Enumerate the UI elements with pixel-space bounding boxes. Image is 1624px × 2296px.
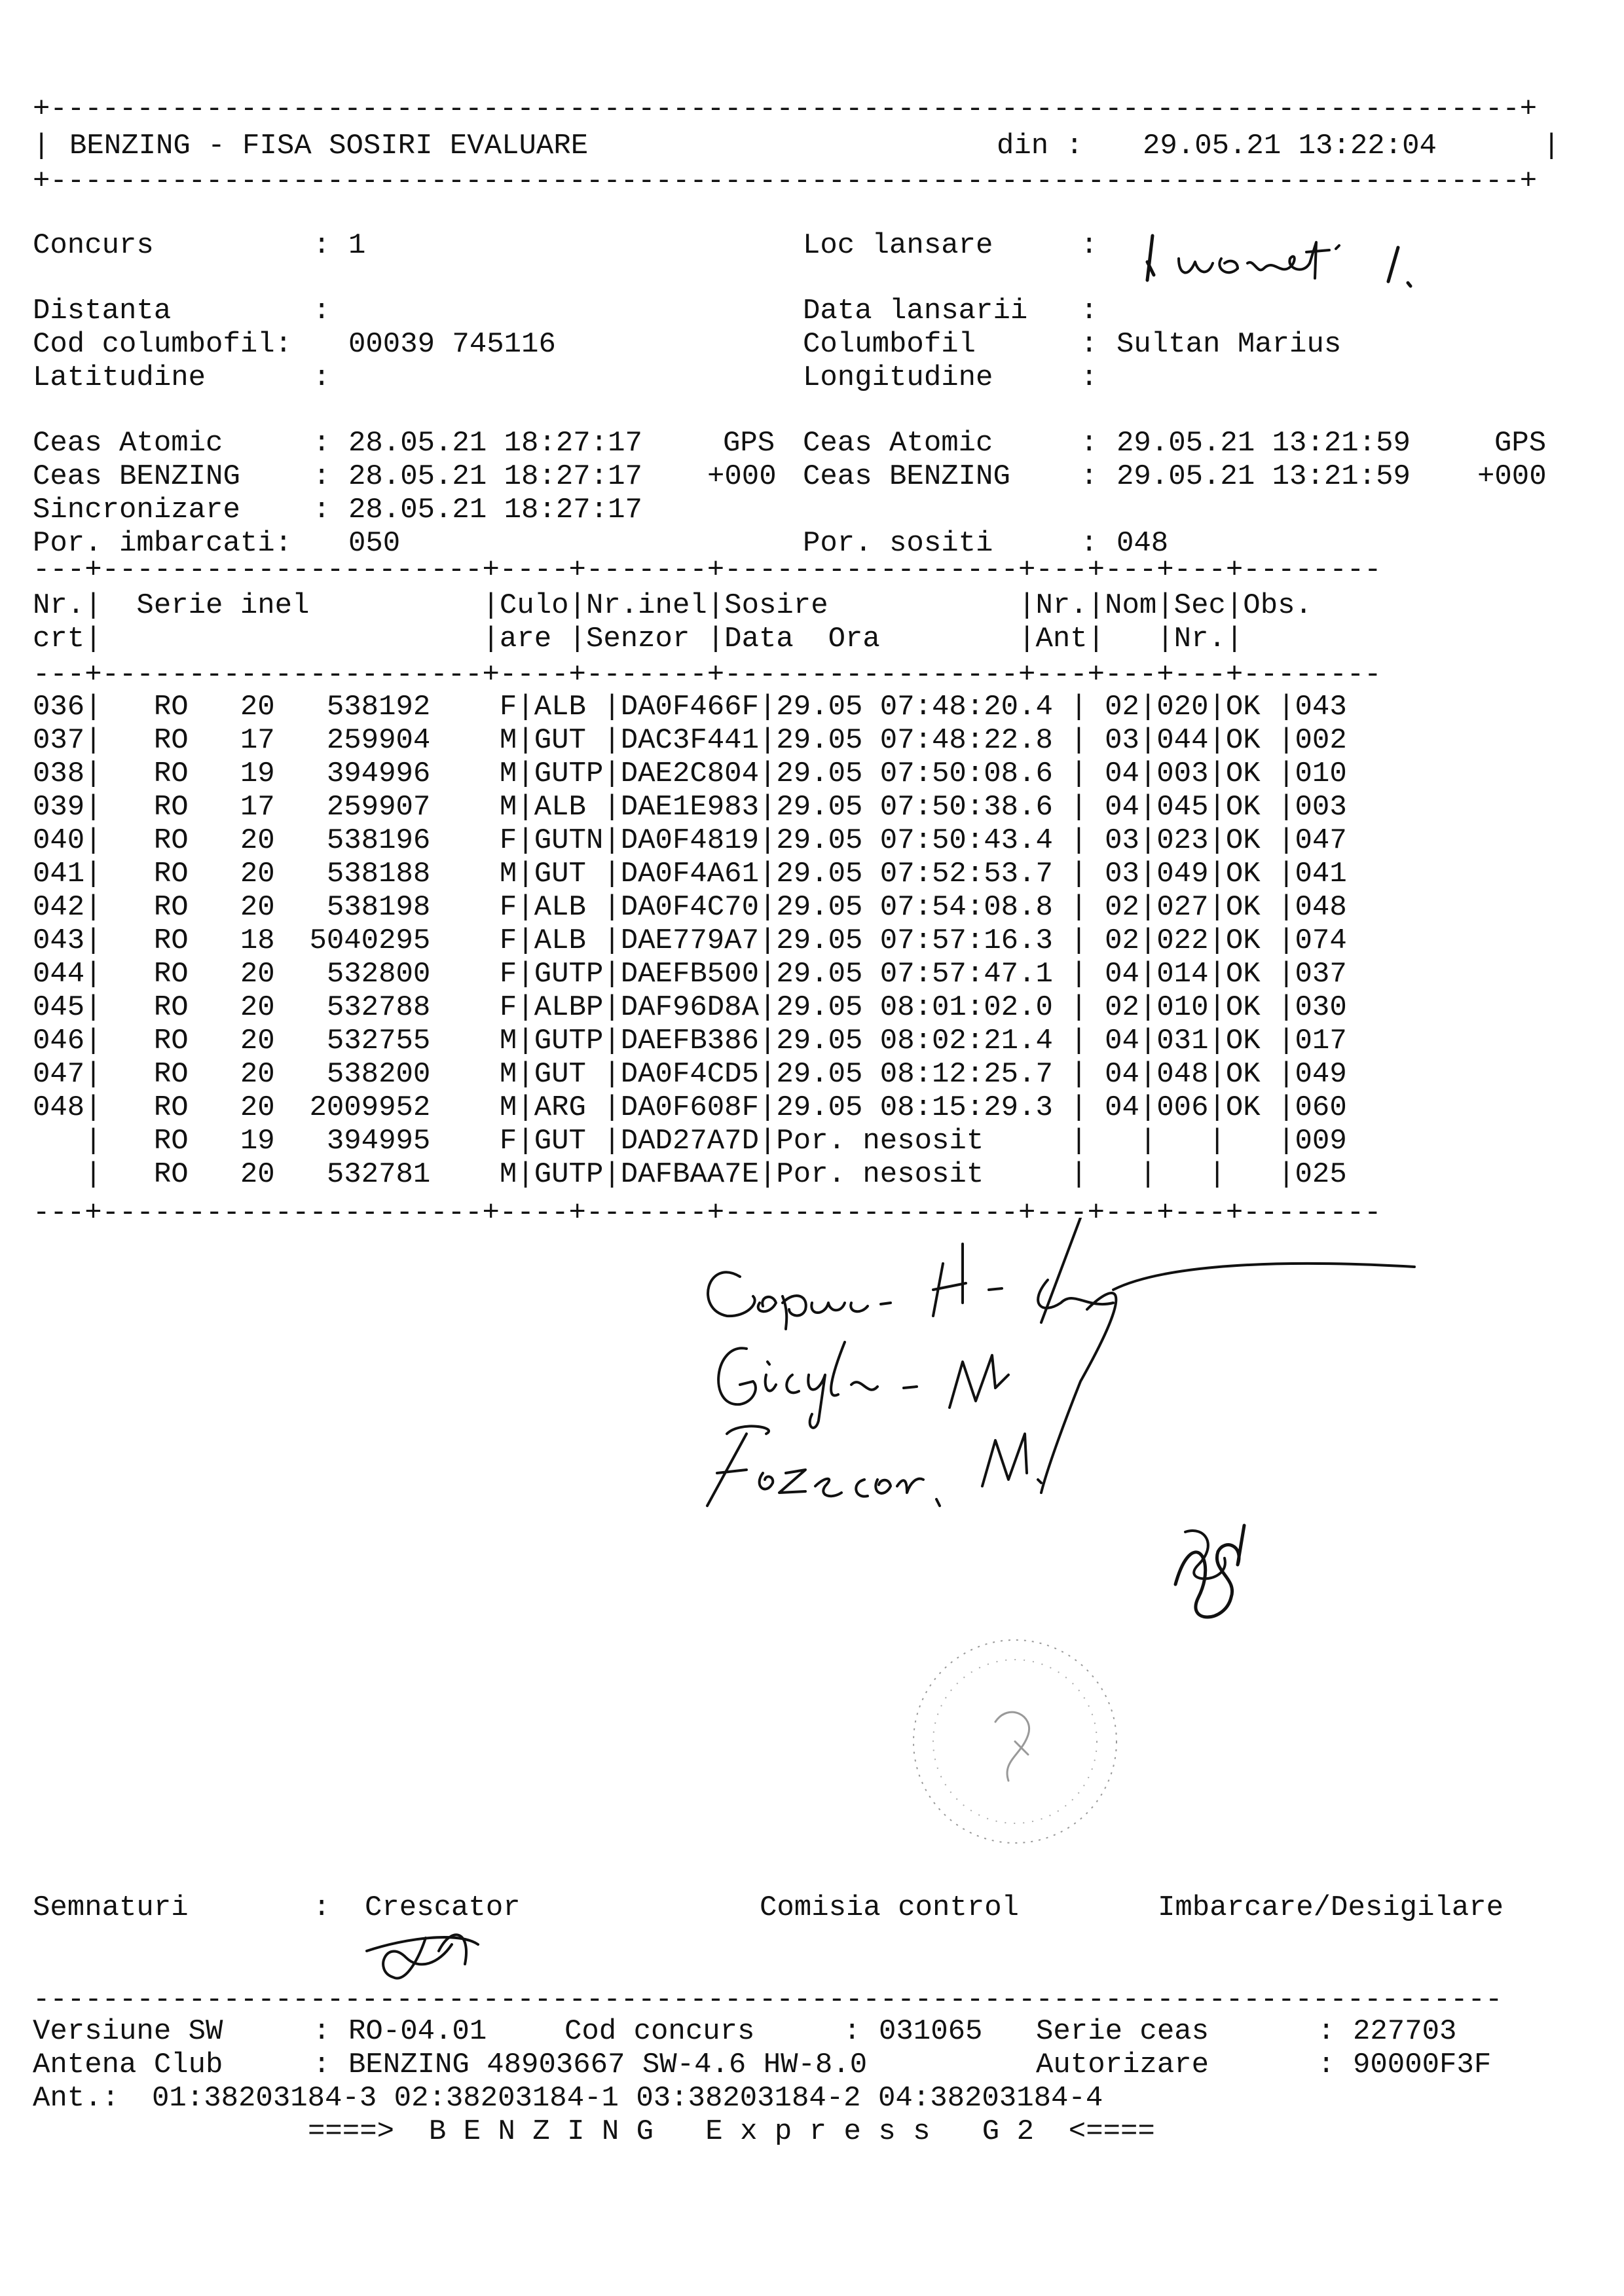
latitudine-label: Latitudine — [33, 361, 206, 394]
autorizare-colon: : — [1318, 2049, 1335, 2081]
right-benzing-offset: +000 — [1477, 460, 1547, 493]
semnaturi-label: Semnaturi — [33, 1891, 189, 1924]
imbarcare-label: Imbarcare/Desigilare — [1158, 1891, 1504, 1924]
right-benzing-colon: : — [1080, 460, 1098, 493]
ant-label: Ant.: — [33, 2082, 120, 2115]
table-row: 046| RO 20 532755 M|GUTP|DAEFB386|29.05 08:02:21.4 | 04|031|OK |017 — [33, 1025, 1347, 1057]
serie-ceas-value: 227703 — [1353, 2015, 1457, 2048]
versiune-value: RO-04.01 — [348, 2015, 487, 2048]
table-row: | RO 20 532781 M|GUTP|DAFBAA7E|Por. nesosit | | | |025 — [33, 1158, 1347, 1191]
table-row: 041| RO 20 538188 M|GUT |DA0F4A61|29.05 07:52:53.7 | 03|049|OK |041 — [33, 858, 1347, 890]
antena-label: Antena Club — [33, 2049, 223, 2081]
right-benzing-label: Ceas BENZING — [803, 460, 1010, 493]
left-atomic-value: 28.05.21 18:27:17 — [348, 427, 642, 460]
table-border-top: ---+----------------------+----+-------+-----------------+---+---+---+-------- — [33, 554, 1382, 587]
data-lansarii-colon: : — [1080, 295, 1098, 327]
columbofil-value: Sultan Marius — [1116, 328, 1342, 361]
loc-lansare-handwritten — [1139, 223, 1467, 295]
concurs-label: Concurs — [33, 229, 154, 262]
cod-columbofil-label: Cod columbofil: — [33, 328, 293, 361]
table-header-separator: ---+----------------------+----+-------+-----------------+---+---+---+-------- — [33, 659, 1382, 691]
left-benzing-colon: : — [313, 460, 331, 493]
header-din-value: 29.05.21 13:22:04 — [1143, 130, 1437, 162]
cod-concurs-colon: : — [843, 2015, 861, 2048]
distanta-label: Distanta — [33, 295, 172, 327]
semnaturi-colon: : — [313, 1891, 331, 1924]
table-border-bottom: ---+----------------------+----+-------+-----------------+---+---+---+-------- — [33, 1197, 1382, 1230]
left-atomic-src: GPS — [723, 427, 775, 460]
loc-lansare-colon: : — [1080, 229, 1098, 262]
cod-concurs-value: 031065 — [879, 2015, 983, 2048]
table-row: | RO 19 394995 F|GUT |DAD27A7D|Por. nesosit | | | |009 — [33, 1125, 1347, 1157]
autorizare-value: 90000F3F — [1353, 2049, 1492, 2081]
left-benzing-label: Ceas BENZING — [33, 460, 240, 493]
versiune-colon: : — [313, 2015, 331, 2048]
left-benzing-value: 28.05.21 18:27:17 — [348, 460, 642, 493]
header-border-top: +-------------------------------------------------------------------------------------+ — [33, 93, 1538, 126]
crescator-label: Crescator — [365, 1891, 521, 1924]
ant-value: 01:38203184-3 02:38203184-1 03:38203184-2 04:38203184-4 — [152, 2082, 1103, 2115]
table-row: 045| RO 20 532788 F|ALBP|DAF96D8A|29.05 08:01:02.0 | 02|010|OK |030 — [33, 991, 1347, 1024]
table-row: 043| RO 18 5040295 F|ALB |DAE779A7|29.05 07:57:16.3 | 02|022|OK |074 — [33, 924, 1347, 957]
table-row: 040| RO 20 538196 F|GUTN|DA0F4819|29.05 07:50:43.4 | 03|023|OK |047 — [33, 824, 1347, 857]
header-din-label: din : — [997, 130, 1084, 162]
table-header: Nr.| Serie inel |Culo|Nr.inel|Sosire |Nr.|Nom|Sec|Obs. crt| |are |Senzor |Data Ora |Ant| |Nr.| — [33, 589, 1312, 655]
longitudine-label: Longitudine — [803, 361, 993, 394]
table-row: 042| RO 20 538198 F|ALB |DA0F4C70|29.05 07:54:08.8 | 02|027|OK |048 — [33, 891, 1347, 924]
right-atomic-value: 29.05.21 13:21:59 — [1116, 427, 1411, 460]
longitudine-colon: : — [1080, 361, 1098, 394]
sync-colon: : — [313, 494, 331, 526]
page-title: BENZING - FISA SOSIRI EVALUARE — [69, 130, 589, 162]
concurs-value: 1 — [348, 229, 366, 262]
table-row: 039| RO 17 259907 M|ALB |DAE1E983|29.05 07:50:38.6 | 04|045|OK |003 — [33, 791, 1347, 824]
footer-banner: ====> B E N Z I N G E x p r e s s G 2 <==== — [308, 2115, 1155, 2148]
sositi-colon: : — [1080, 527, 1098, 560]
table-row: 037| RO 17 259904 M|GUT |DAC3F441|29.05 07:48:22.8 | 03|044|OK |002 — [33, 724, 1347, 757]
serie-ceas-label: Serie ceas — [1036, 2015, 1209, 2048]
table-row: 048| RO 20 2009952 M|ARG |DA0F608F|29.05 08:15:29.3 | 04|006|OK |060 — [33, 1091, 1347, 1124]
loc-lansare-label: Loc lansare — [803, 229, 993, 262]
table-row: 047| RO 20 538200 M|GUT |DA0F4CD5|29.05 08:12:25.7 | 04|048|OK |049 — [33, 1058, 1347, 1091]
versiune-label: Versiune SW — [33, 2015, 223, 2048]
right-atomic-colon: : — [1080, 427, 1098, 460]
sync-label: Sincronizare — [33, 494, 240, 526]
table-row: 038| RO 19 394996 M|GUTP|DAE2C804|29.05 07:50:08.6 | 04|003|OK |010 — [33, 757, 1347, 790]
header-right-bar: | — [1543, 130, 1560, 162]
right-atomic-label: Ceas Atomic — [803, 427, 993, 460]
left-benzing-offset: +000 — [707, 460, 777, 493]
imbarcati-value: 050 — [348, 527, 401, 560]
autorizare-label: Autorizare — [1036, 2049, 1209, 2081]
imbarcati-label: Por. imbarcati: — [33, 527, 293, 560]
footer-separator: ------------------------------------------------------------------------------------- — [33, 1984, 1503, 2016]
right-benzing-value: 29.05.21 13:21:59 — [1116, 460, 1411, 493]
seal-stamp — [897, 1624, 1133, 1859]
cod-columbofil-value: 00039 745116 — [348, 328, 556, 361]
table-row: 036| RO 20 538192 F|ALB |DA0F466F|29.05 07:48:20.4 | 02|020|OK |043 — [33, 691, 1347, 723]
concurs-colon: : — [313, 229, 331, 262]
serie-ceas-colon: : — [1318, 2015, 1335, 2048]
latitudine-colon: : — [313, 361, 331, 394]
columbofil-colon: : — [1080, 328, 1098, 361]
comisia-label: Comisia control — [760, 1891, 1020, 1924]
table-row: 044| RO 20 532800 F|GUTP|DAEFB500|29.05 07:57:47.1 | 04|014|OK |037 — [33, 958, 1347, 991]
antena-value: BENZING 48903667 SW-4.6 HW-8.0 — [348, 2049, 868, 2081]
cod-concurs-label: Cod concurs — [564, 2015, 755, 2048]
sync-value: 28.05.21 18:27:17 — [348, 494, 642, 526]
data-lansarii-label: Data lansarii — [803, 295, 1028, 327]
right-atomic-src: GPS — [1494, 427, 1547, 460]
left-atomic-label: Ceas Atomic — [33, 427, 223, 460]
distanta-colon: : — [313, 295, 331, 327]
sositi-value: 048 — [1116, 527, 1169, 560]
antena-colon: : — [313, 2049, 331, 2081]
columbofil-label: Columbofil — [803, 328, 976, 361]
left-atomic-colon: : — [313, 427, 331, 460]
sositi-label: Por. sositi — [803, 527, 993, 560]
header-left-bar: | — [33, 130, 50, 162]
header-border-bottom: +-------------------------------------------------------------------------------------+ — [33, 165, 1538, 198]
